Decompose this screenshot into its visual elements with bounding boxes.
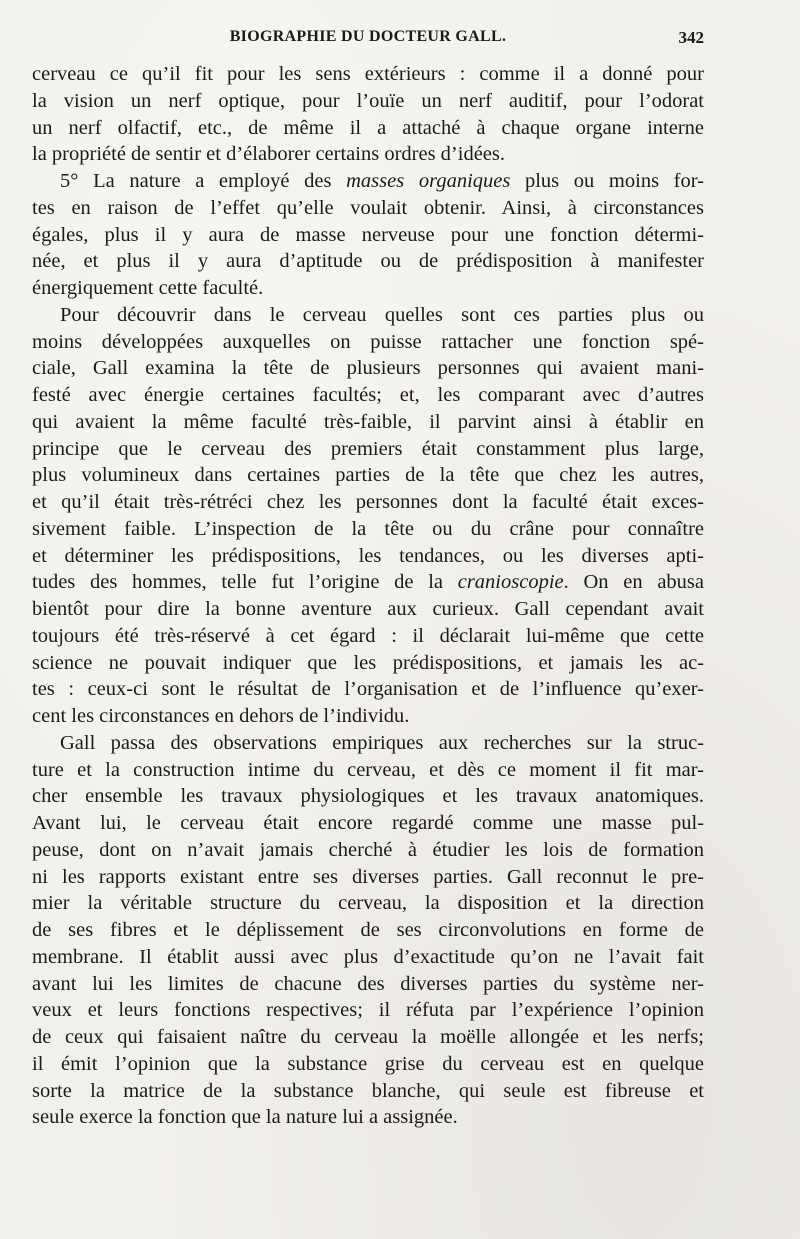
text-line: principe que le cerveau des premiers était constamment plus large, xyxy=(32,437,704,460)
italic-phrase: cranioscopie xyxy=(457,571,564,594)
text-line: membrane. Il établit aussi avec plus d’exactitude qu’on ne l’avait fait xyxy=(32,945,704,968)
text-line: et qu’il était très-rétréci chez les personnes dont la faculté était exces- xyxy=(32,491,704,513)
italic-phrase: masses organiques xyxy=(346,170,511,192)
text-line: et déterminer les prédispositions, les tendances, ou les diverses apti- xyxy=(32,544,704,567)
text-line: née, et plus il y aura d’aptitude ou de prédisposition à manifester xyxy=(32,250,704,273)
text-line: veux et leurs fonctions respectives; il réfuta par l’expérience l’opinion xyxy=(32,999,704,1022)
text-run: plus ou moins for- xyxy=(510,170,704,192)
text-line: tes : ceux-ci sont le résultat de l’organisation et de l’influence qu’exer- xyxy=(32,678,704,701)
text-line: ni les rapports existant entre ses diverses parties. Gall reconnut le pre- xyxy=(32,865,704,888)
text-line: cent les circonstances en dehors de l’individu. xyxy=(32,705,410,727)
text-line: sorte la matrice de la substance blanche, qui seule est fibreuse et xyxy=(32,1079,704,1102)
text-line: Pour découvrir dans le cerveau quelles sont ces parties plus ou xyxy=(60,303,704,326)
text-line: Avant lui, le cerveau était encore regardé comme une masse pul- xyxy=(32,812,704,834)
text-line: tes en raison de l’effet qu’elle voulait obtenir. Ainsi, à circonstances xyxy=(32,196,704,219)
text-line xyxy=(32,569,704,596)
text-line: festé avec énergie certaines facultés; et, les comparant avec d’autres xyxy=(32,384,704,406)
text-line: Gall passa des observations empiriques aux recherches sur la struc- xyxy=(60,731,704,754)
body-text xyxy=(32,61,704,1131)
page-number: 342 xyxy=(678,28,704,47)
text-line: plus volumineux dans certaines parties de la tête que chez les autres, xyxy=(32,464,704,487)
text-line: qui avaient la même faculté très-faible, il parvint ainsi à établir en xyxy=(32,410,704,433)
text-line: ture et la construction intime du cerveau, et dès ce moment il fit mar- xyxy=(32,758,704,781)
paragraph-1 xyxy=(32,61,704,168)
text-line: bientôt pour dire la bonne aventure aux curieux. Gall cependant avait xyxy=(32,598,704,620)
text-run: 5° La nature a employé des xyxy=(60,170,347,192)
page-header xyxy=(32,28,704,50)
text-line: ciale, Gall examina la tête de plusieurs personnes qui avaient mani- xyxy=(32,357,704,380)
text-line: peuse, dont on n’avait jamais cherché à étudier les lois de formation xyxy=(32,838,704,861)
text-line: mier la véritable structure du cerveau, la disposition et la direction xyxy=(32,892,704,915)
paragraph-3 xyxy=(32,302,704,730)
text-line: sivement faible. L’inspection de la tête ou du crâne pour connaître xyxy=(32,517,704,540)
text-line: énergiquement cette faculté. xyxy=(32,277,264,299)
text-run: . On en abusa xyxy=(563,571,704,594)
text-line: science ne pouvait indiquer que les prédispositions, et jamais les ac- xyxy=(32,651,704,674)
text-line: un nerf olfactif, etc., de même il a attaché à chaque organe interne xyxy=(32,116,704,139)
paragraph-4 xyxy=(32,730,704,1131)
paragraph-2 xyxy=(32,168,704,302)
text-line xyxy=(32,168,704,195)
running-title: BIOGRAPHIE DU DOCTEUR GALL. xyxy=(229,28,507,45)
text-line: avant lui les limites de chacune des diverses parties du système ner- xyxy=(32,972,704,995)
text-run: tudes des hommes, telle fut l’origine de la xyxy=(32,571,458,594)
text-line: de ses fibres et le déplissement de ses circonvolutions en forme de xyxy=(32,919,704,941)
text-line: la propriété de sentir et d’élaborer certains ordres d’idées. xyxy=(32,143,505,166)
text-line: cher ensemble les travaux physiologiques et les travaux anatomiques. xyxy=(32,785,704,808)
text-line: toujours été très-réservé à cet égard : il déclarait lui-même que cette xyxy=(32,624,704,647)
text-line: de ceux qui faisaient naître du cerveau la moëlle allongée et les nerfs; xyxy=(32,1026,704,1048)
text-line: seule exerce la fonction que la nature lui a assignée. xyxy=(32,1106,458,1129)
text-line: cerveau ce qu’il fit pour les sens extérieurs : comme il a donné pour xyxy=(32,63,704,85)
text-line: il émit l’opinion que la substance grise du cerveau est en quelque xyxy=(32,1052,704,1075)
text-line: égales, plus il y aura de masse nerveuse pour une fonction détermi- xyxy=(32,223,704,246)
text-line: moins développées auxquelles on puisse rattacher une fonction spé- xyxy=(32,330,704,353)
text-line: la vision un nerf optique, pour l’ouïe un nerf auditif, pour l’odorat xyxy=(32,89,704,112)
